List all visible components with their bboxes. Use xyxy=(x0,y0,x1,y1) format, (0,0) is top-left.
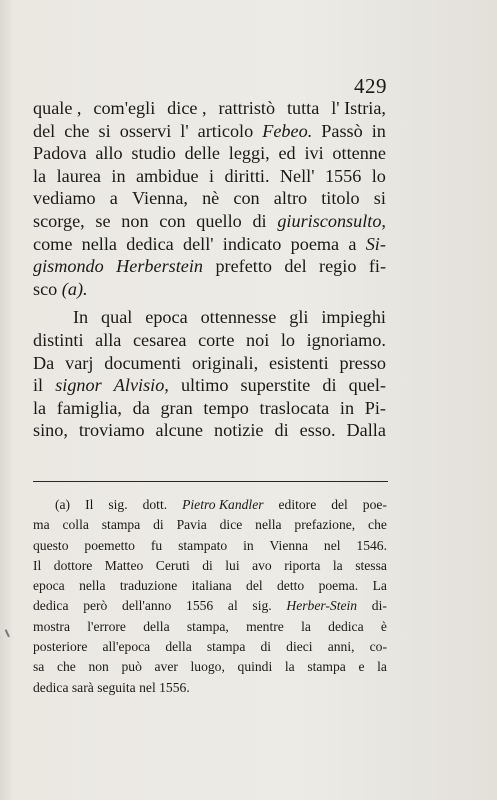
text-line xyxy=(33,165,386,188)
word: corte xyxy=(198,329,235,350)
word: Vienna, xyxy=(131,188,188,209)
word: con xyxy=(159,210,186,231)
word: articolo xyxy=(197,120,254,141)
word: Il xyxy=(85,497,94,512)
word: ignoriamo. xyxy=(306,329,386,350)
word: di xyxy=(274,420,289,441)
word: tutta xyxy=(286,98,320,118)
text-line xyxy=(33,187,386,210)
word: della xyxy=(143,618,170,634)
text-line xyxy=(33,352,386,375)
word: ambidue xyxy=(135,165,199,186)
footnote-line xyxy=(33,596,387,616)
text-line xyxy=(33,142,386,165)
word: dedica xyxy=(126,233,174,254)
word: epoca xyxy=(33,578,65,594)
word: impieghi xyxy=(321,307,386,328)
word: diritti. xyxy=(224,165,270,186)
word: la xyxy=(33,165,47,186)
word: dott. xyxy=(142,497,168,512)
word: Padova xyxy=(33,143,87,164)
word: al xyxy=(227,598,238,614)
footnote-line xyxy=(33,515,387,535)
footnote-line xyxy=(33,678,387,698)
word: avo xyxy=(252,557,272,573)
word: ottenne xyxy=(332,143,386,164)
word: dell'anno xyxy=(122,598,172,614)
word: Dalla xyxy=(346,420,386,441)
word: di xyxy=(252,210,267,231)
word: di- xyxy=(371,598,387,614)
text-line xyxy=(33,210,386,233)
word: dedica xyxy=(33,598,69,614)
word: a xyxy=(348,233,357,254)
word: lo xyxy=(280,329,296,350)
word: titolo xyxy=(321,188,360,209)
word-italic: Si- xyxy=(365,233,386,254)
word: a xyxy=(109,188,118,209)
footnote-ref: (a). xyxy=(61,278,88,299)
word: rattristò xyxy=(218,98,276,118)
word: In xyxy=(73,307,89,328)
word-italic: giurisconsulto, xyxy=(277,210,386,231)
word: traduzione xyxy=(119,578,178,594)
word: italiana xyxy=(191,578,232,594)
word: varj xyxy=(65,352,94,373)
ink-mark xyxy=(5,627,16,638)
word: mostra xyxy=(33,618,70,634)
text-line xyxy=(33,97,386,120)
word: Il xyxy=(33,557,42,573)
word: Ceruti xyxy=(155,557,190,573)
word: Matteo xyxy=(104,557,144,573)
word: noi xyxy=(246,329,270,350)
word: nella xyxy=(255,517,282,533)
word: altro xyxy=(273,188,308,209)
word: anni, xyxy=(327,639,355,655)
word: se xyxy=(95,210,111,231)
word: ma xyxy=(33,517,50,533)
word: Pavia xyxy=(176,517,207,533)
word: 1546. xyxy=(356,537,387,553)
word: co- xyxy=(369,639,387,655)
word: Vienna xyxy=(269,537,308,553)
word: nella xyxy=(81,233,117,254)
word: i xyxy=(209,165,215,186)
word: notizie xyxy=(214,420,264,441)
word: scorge, xyxy=(33,210,85,231)
word: del xyxy=(246,578,263,594)
word: com'egli xyxy=(93,98,156,118)
word: vediamo xyxy=(33,188,96,209)
word: cesarea xyxy=(132,329,187,350)
word: l' xyxy=(180,120,189,141)
word: è xyxy=(380,618,387,634)
text-line xyxy=(33,329,386,352)
footnote xyxy=(33,495,387,698)
word: delle xyxy=(184,143,220,164)
word-italic: Alvisio, xyxy=(113,375,169,396)
word: che xyxy=(64,120,90,141)
word: dedica xyxy=(33,679,69,695)
word: ivi xyxy=(304,143,324,164)
word: gli xyxy=(289,307,309,328)
word: documenti xyxy=(104,352,182,373)
word: ed xyxy=(278,143,296,164)
word: del xyxy=(284,256,307,277)
word-italic: signor xyxy=(55,375,102,396)
word: la xyxy=(332,557,343,573)
word: stessa xyxy=(355,557,387,573)
word: mentre xyxy=(246,618,284,634)
word: dottore xyxy=(53,557,93,573)
word: quello xyxy=(196,210,242,231)
word: da xyxy=(132,397,150,418)
word: stampa, xyxy=(186,618,229,634)
word: in xyxy=(111,165,126,186)
word: nella xyxy=(79,578,106,594)
word: leggi, xyxy=(228,143,270,164)
word: detto xyxy=(277,578,305,594)
word: in xyxy=(243,537,254,553)
word: si xyxy=(373,188,386,209)
word: sig. xyxy=(252,598,272,614)
word: poema. xyxy=(318,578,359,594)
word: di xyxy=(153,517,164,533)
word: indicato xyxy=(222,233,282,254)
word: di xyxy=(322,375,337,396)
word: in xyxy=(339,397,355,418)
word: all'epoca xyxy=(102,639,151,655)
main-text xyxy=(33,97,386,442)
word: prefetto xyxy=(215,256,272,277)
word: allo xyxy=(95,143,123,164)
word: ultimo xyxy=(180,375,229,396)
footnote-line xyxy=(33,556,387,576)
word: epoca xyxy=(145,307,188,328)
footnote-line xyxy=(33,576,387,596)
word-italic: Pietro Kandler xyxy=(182,497,264,512)
word: 1556 xyxy=(186,598,214,614)
word: dedica xyxy=(328,618,364,634)
word: quale , xyxy=(33,98,82,118)
word: stampato xyxy=(178,537,228,553)
word: nè xyxy=(202,188,220,209)
word: La xyxy=(372,578,387,594)
word: dieci xyxy=(286,639,313,655)
footnote-line xyxy=(33,637,387,657)
word: troviamo xyxy=(78,420,145,441)
word: sa xyxy=(33,659,45,675)
word: con xyxy=(233,188,260,209)
word: la xyxy=(284,659,295,675)
word: Pi- xyxy=(364,397,386,418)
word: l'errore xyxy=(87,618,126,634)
word: qual xyxy=(101,307,133,328)
word: (a) xyxy=(55,497,71,512)
word: originali, xyxy=(191,352,259,373)
word: la xyxy=(301,618,311,634)
word: lui xyxy=(225,557,240,573)
word: che xyxy=(368,517,387,533)
word: fu xyxy=(150,537,163,553)
word: alla xyxy=(95,329,122,350)
word: tempo xyxy=(203,397,249,418)
word: alcune xyxy=(155,420,204,441)
word: sino, xyxy=(33,420,68,441)
word: esso. xyxy=(299,420,336,441)
word: stampa xyxy=(307,659,346,675)
text-line xyxy=(33,397,386,420)
word: traslocata xyxy=(259,397,330,418)
word: non xyxy=(121,210,149,231)
word: poema xyxy=(290,233,340,254)
word: la xyxy=(377,659,387,675)
word: stampa xyxy=(101,517,141,533)
word: questo xyxy=(33,537,69,553)
word: studio xyxy=(131,143,176,164)
word: distinti xyxy=(33,329,84,350)
word: di xyxy=(260,639,272,655)
word: aver xyxy=(154,659,178,675)
footnote-line xyxy=(33,657,387,677)
word: però xyxy=(83,598,108,614)
word: 1556. xyxy=(159,679,190,695)
footnote-line xyxy=(33,536,387,556)
word: può xyxy=(121,659,142,675)
word: ottennesse xyxy=(200,307,277,328)
word: lo xyxy=(371,165,386,186)
word: regio xyxy=(319,256,357,277)
text-line xyxy=(33,306,386,329)
word: Nell' xyxy=(279,165,315,186)
word: Passò xyxy=(321,120,363,141)
page-number: 429 xyxy=(354,74,387,98)
word: quindi xyxy=(237,659,273,675)
word: presso xyxy=(339,352,386,373)
text-line xyxy=(33,255,386,278)
word: l' Istria, xyxy=(331,98,386,118)
word: fi- xyxy=(368,256,386,277)
word: il xyxy=(33,375,44,396)
word: gran xyxy=(160,397,193,418)
word: editore xyxy=(278,497,317,512)
word: Da xyxy=(33,352,55,373)
word: posteriore xyxy=(33,639,88,655)
word: nel xyxy=(139,679,156,695)
word: non xyxy=(88,659,109,675)
word: e xyxy=(358,659,365,675)
word: famiglia, xyxy=(56,397,122,418)
word-italic: Herberstein xyxy=(116,256,204,277)
word: colla xyxy=(62,517,89,533)
word: si xyxy=(98,120,111,141)
word: quel- xyxy=(348,375,386,396)
word: del xyxy=(33,120,56,141)
word: poe- xyxy=(362,497,387,512)
word-italic: Herber-Stein xyxy=(286,598,358,614)
word: riporta xyxy=(284,557,321,573)
word: in xyxy=(371,120,386,141)
word: che xyxy=(56,659,76,675)
word: stampa xyxy=(206,639,246,655)
text-line xyxy=(33,374,386,397)
text-line xyxy=(33,419,386,442)
word: di xyxy=(202,557,213,573)
word: della xyxy=(165,639,192,655)
word: luogo, xyxy=(190,659,225,675)
word-italic: gismondo xyxy=(33,256,104,277)
word: sco xyxy=(33,278,58,299)
text-line xyxy=(33,233,386,256)
word: seguita xyxy=(97,679,136,695)
text-line xyxy=(33,278,386,301)
word: superstite xyxy=(240,375,311,396)
word: dice , xyxy=(167,98,207,118)
word: prefazione, xyxy=(294,517,356,533)
footnote-line xyxy=(33,495,387,515)
word: come xyxy=(33,233,73,254)
word: esistenti xyxy=(269,352,329,373)
word-italic: Febeo. xyxy=(262,120,313,141)
word: dice xyxy=(219,517,243,533)
word: 1556 xyxy=(324,165,362,186)
word: la xyxy=(33,397,47,418)
word: sarà xyxy=(71,679,94,695)
word: dell' xyxy=(182,233,214,254)
word: nel xyxy=(323,537,341,553)
word: del xyxy=(331,497,348,512)
text-line xyxy=(33,120,386,143)
word: poemetto xyxy=(84,537,135,553)
word: sig. xyxy=(108,497,128,512)
word: osservi xyxy=(119,120,172,141)
footnote-divider xyxy=(33,481,388,482)
word: laurea xyxy=(56,165,101,186)
footnote-line xyxy=(33,617,387,637)
